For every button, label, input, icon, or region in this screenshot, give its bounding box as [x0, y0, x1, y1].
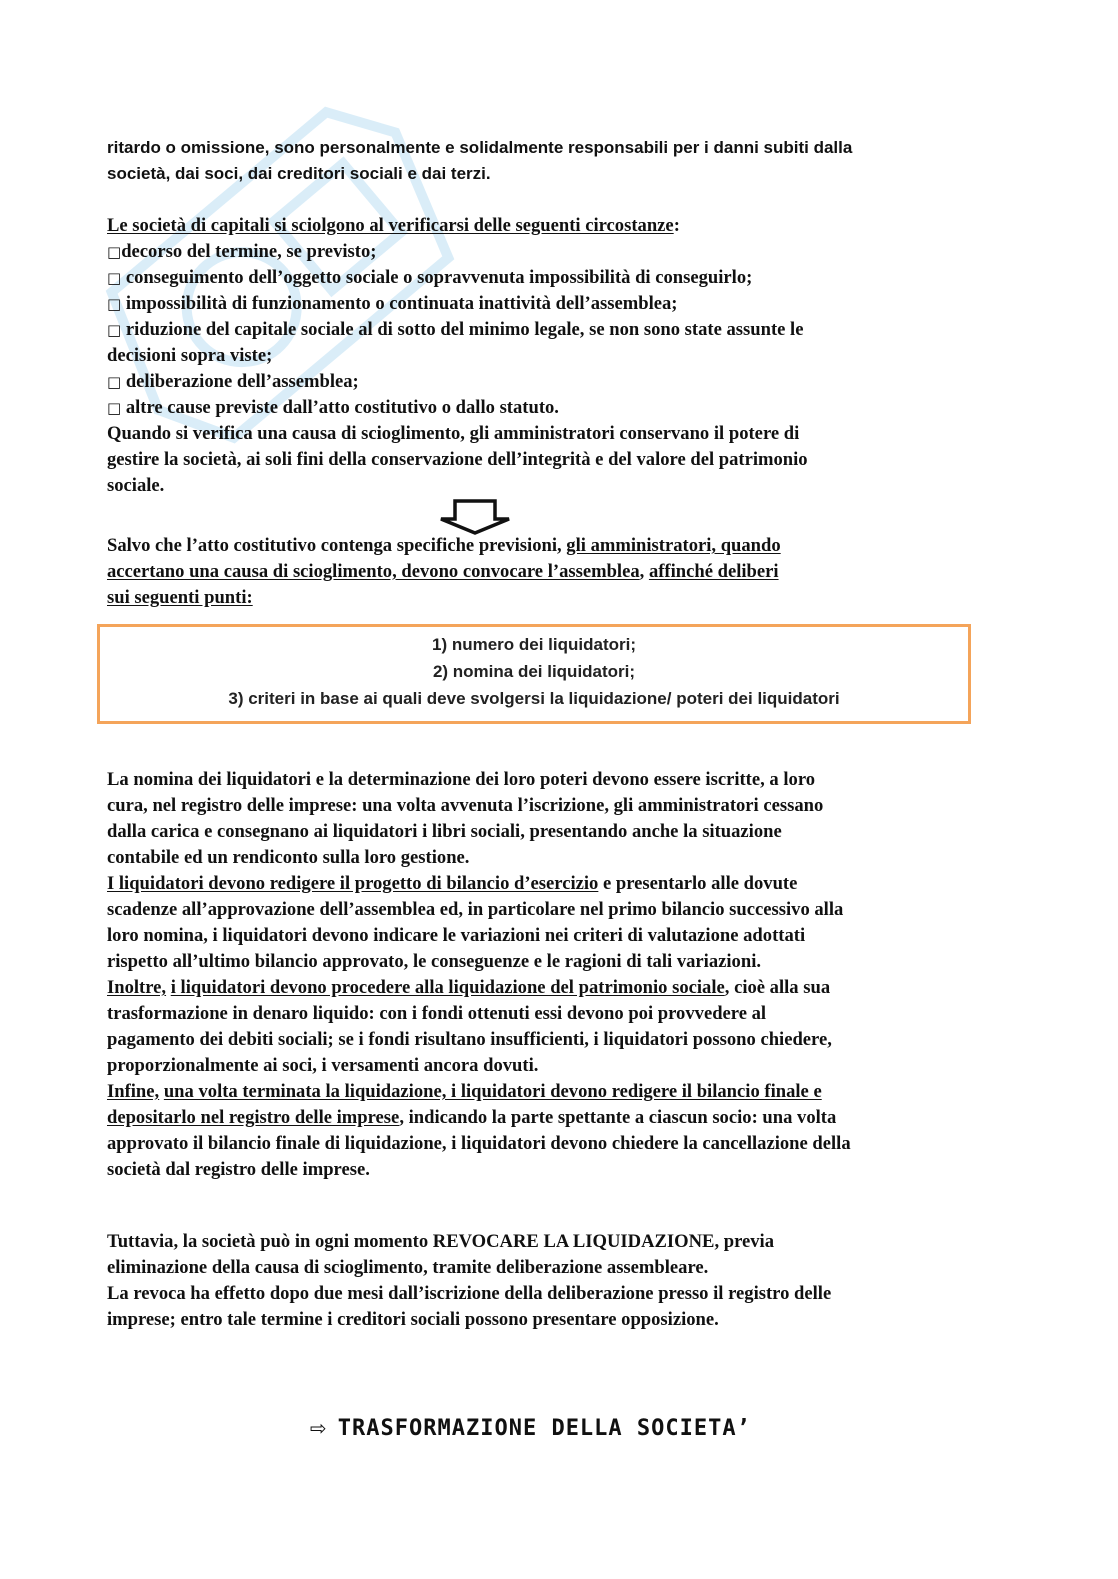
- point-item: 2) nomina dei liquidatori;: [432, 662, 636, 681]
- paragraph-line: dalla carica e consegnano ai liquidatori i libri sociali, presentando anche la situazione: [107, 821, 782, 842]
- paragraph-line: depositarlo nel registro delle imprese, indicando la parte spettante a ciascun socio: una volta: [107, 1107, 837, 1128]
- intro-line: ritardo o omissione, sono personalmente e solidalmente responsabili per i danni subiti dalla: [107, 138, 853, 157]
- paragraph-line: società dal registro delle imprese.: [107, 1159, 370, 1180]
- list-item: □ deliberazione dell’assemblea;: [107, 371, 359, 392]
- paragraph-line: La nomina dei liquidatori e la determinazione dei loro poteri devono essere iscritte, a loro: [107, 769, 816, 790]
- list-item: □ conseguimento dell’oggetto sociale o sopravvenuta impossibilità di conseguirlo;: [107, 267, 753, 288]
- paragraph-line: sociale.: [107, 475, 165, 496]
- paragraph-line: trasformazione in denaro liquido: con i fondi ottenuti essi devono poi provvedere al: [107, 1003, 767, 1024]
- paragraph-line: La revoca ha effetto dopo due mesi dall’iscrizione della deliberazione presso il registro delle: [107, 1283, 832, 1304]
- intro-line: società, dai soci, dai creditori sociali e dai terzi.: [107, 164, 491, 183]
- paragraph-line: Quando si verifica una causa di scioglimento, gli amministratori conservano il potere di: [107, 423, 800, 444]
- paragraph-line: cura, nel registro delle imprese: una volta avvenuta l’iscrizione, gli amministratori cessano: [107, 795, 824, 816]
- point-item: 3) criteri in base ai quali deve svolgersi la liquidazione/ poteri dei liquidatori: [228, 689, 840, 708]
- paragraph-line: Tuttavia, la società può in ogni momento REVOCARE LA LIQUIDAZIONE, previa: [107, 1231, 775, 1252]
- section-title: TRASFORMAZIONE DELLA SOCIETA’: [337, 1416, 751, 1441]
- point-item: 1) numero dei liquidatori;: [431, 635, 636, 654]
- convocation-line: sui seguenti punti:: [107, 587, 253, 608]
- list-item: □ altre cause previste dall’atto costitutivo o dallo statuto.: [107, 397, 559, 418]
- convocation-line: Salvo che l’atto costitutivo contenga specifiche previsioni, gli amministratori, quando: [107, 535, 781, 556]
- paragraph-line: pagamento dei debiti sociali; se i fondi risultano insufficienti, i liquidatori possono chiedere,: [107, 1029, 832, 1050]
- paragraph-line: scadenze all’approvazione dell’assemblea ed, in particolare nel primo bilancio successivo alla: [107, 899, 844, 920]
- paragraph-line: approvato il bilancio finale di liquidazione, i liquidatori devono chiedere la cancellazione della: [107, 1133, 851, 1154]
- paragraph-line: proporzionalmente ai soci, i versamenti ancora dovuti.: [107, 1055, 539, 1076]
- paragraph-line: loro nomina, i liquidatori devono indicare le variazioni nei criteri di valutazione adottati: [107, 925, 806, 946]
- dissolution-heading: Le società di capitali si sciolgono al verificarsi delle seguenti circostanze:: [107, 215, 680, 236]
- down-arrow-icon: [437, 499, 513, 535]
- paragraph-line: rispetto all’ultimo bilancio approvato, le conseguenze e le ragioni di tali variazioni.: [107, 951, 762, 972]
- list-item-continuation: decisioni sopra viste;: [107, 345, 273, 366]
- paragraph-line: Inoltre, i liquidatori devono procedere alla liquidazione del patrimonio sociale, cioè alla sua: [107, 977, 831, 998]
- list-item: □ impossibilità di funzionamento o continuata inattività dell’assemblea;: [107, 293, 678, 314]
- convocation-line: accertano una causa di scioglimento, devono convocare l’assemblea, affinché deliberi: [107, 561, 779, 582]
- list-item: □decorso del termine, se previsto;: [107, 241, 377, 262]
- paragraph-line: I liquidatori devono redigere il progetto di bilancio d’esercizio e presentarlo alle dovute: [107, 873, 798, 894]
- list-item: □ riduzione del capitale sociale al di sotto del minimo legale, se non sono state assunte le: [107, 319, 804, 340]
- paragraph-line: imprese; entro tale termine i creditori sociali possono presentare opposizione.: [107, 1309, 719, 1330]
- paragraph-line: gestire la società, ai soli fini della conservazione dell’integrità e del valore del patrimonio: [107, 449, 808, 470]
- paragraph-line: Infine, una volta terminata la liquidazione, i liquidatori devono redigere il bilancio finale e: [107, 1081, 822, 1102]
- paragraph-line: contabile ed un rendiconto sulla loro gestione.: [107, 847, 470, 868]
- section-heading: [310, 1416, 910, 1441]
- paragraph-line: eliminazione della causa di scioglimento, tramite deliberazione assembleare.: [107, 1257, 709, 1278]
- points-box: [97, 624, 971, 724]
- right-arrow-icon: ⇨: [310, 1416, 328, 1440]
